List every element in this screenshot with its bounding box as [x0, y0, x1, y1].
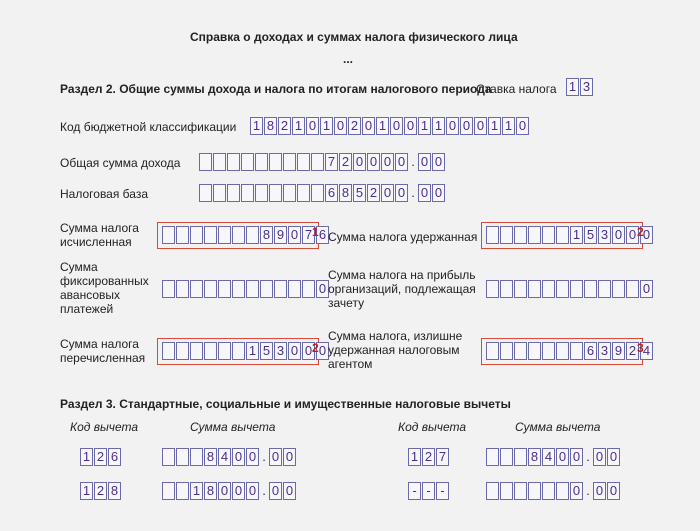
digit-cell: 0: [306, 117, 319, 135]
decimal-point: .: [586, 483, 590, 498]
digit-cell: 9: [612, 342, 625, 360]
digit-cell: [204, 280, 217, 298]
digit-cell: [162, 226, 175, 244]
tax-calculated-cells: [162, 226, 329, 244]
digit-cell: 0: [432, 184, 445, 202]
digit-cell: 9: [274, 226, 287, 244]
tax-transferred-label: Сумма налога перечисленная: [60, 337, 146, 365]
digit-cell: 0: [607, 448, 620, 466]
digit-cell: [514, 280, 527, 298]
digit-cell: 1: [408, 448, 421, 466]
digit-cell: [241, 153, 254, 171]
tax-excess-cells: [486, 342, 653, 360]
digit-cell: [218, 342, 231, 360]
digit-cell: 4: [542, 448, 555, 466]
digit-cell: 0: [570, 482, 583, 500]
code-header-left: Код вычета: [70, 420, 139, 434]
tax-calculated-label: Сумма налога исчисленная: [60, 221, 139, 249]
digit-cell: 1: [376, 117, 389, 135]
digit-cell: [213, 153, 226, 171]
digit-cell: 8: [204, 448, 217, 466]
digit-cell: 6: [108, 448, 121, 466]
digit-cell: [162, 342, 175, 360]
digit-cell: [190, 280, 203, 298]
deduction-sum-3: [486, 448, 620, 466]
digit-cell: 0: [232, 448, 245, 466]
digit-cell: 0: [640, 280, 653, 298]
digit-cell: [598, 280, 611, 298]
digit-cell: [227, 153, 240, 171]
digit-cell: [190, 342, 203, 360]
footnote-mark-2: 2: [637, 225, 644, 239]
deduction-sum-4: [486, 482, 620, 500]
profit-tax-label: Сумма налога на прибыль организаций, подлежащая зачету: [328, 268, 476, 310]
digit-cell: 1: [292, 117, 305, 135]
digit-cell: 8: [528, 448, 541, 466]
digit-cell: [176, 226, 189, 244]
digit-cell: [514, 342, 527, 360]
digit-cell: [311, 153, 324, 171]
digit-cell: 0: [404, 117, 417, 135]
profit-tax-cells: [486, 280, 653, 298]
digit-cell: [255, 153, 268, 171]
section3-heading: Раздел 3. Стандартные, социальные и имущественные налоговые вычеты: [60, 397, 511, 411]
digit-cell: 2: [339, 153, 352, 171]
digit-cell: -: [408, 482, 421, 500]
digit-cell: [500, 280, 513, 298]
digit-cell: 0: [607, 482, 620, 500]
digit-cell: [514, 448, 527, 466]
digit-cell: 1: [80, 448, 93, 466]
digit-cell: 0: [362, 117, 375, 135]
digit-cell: [297, 153, 310, 171]
digit-cell: [218, 280, 231, 298]
digit-cell: [584, 280, 597, 298]
digit-cell: [176, 342, 189, 360]
decimal-point: .: [586, 449, 590, 464]
digit-cell: 7: [436, 448, 449, 466]
digit-cell: 0: [288, 226, 301, 244]
digit-cell: 3: [580, 78, 593, 96]
digit-cell: 2: [94, 448, 107, 466]
digit-cell: [612, 280, 625, 298]
digit-cell: 0: [232, 482, 245, 500]
digit-cell: 8: [264, 117, 277, 135]
digit-cell: 0: [269, 448, 282, 466]
tax-base-label: Налоговая база: [60, 187, 148, 201]
digit-cell: [570, 342, 583, 360]
digit-cell: 0: [218, 482, 231, 500]
digit-cell: -: [436, 482, 449, 500]
digit-cell: 8: [204, 482, 217, 500]
digit-cell: 0: [353, 153, 366, 171]
digit-cell: [486, 482, 499, 500]
digit-cell: 2: [422, 448, 435, 466]
footnote-mark-1: 1: [312, 225, 319, 239]
digit-cell: [500, 448, 513, 466]
digit-cell: [288, 280, 301, 298]
digit-cell: [486, 448, 499, 466]
digit-cell: [162, 280, 175, 298]
digit-cell: 0: [418, 184, 431, 202]
decimal-point: .: [262, 483, 266, 498]
digit-cell: [274, 280, 287, 298]
digit-cell: [204, 226, 217, 244]
digit-cell: 0: [474, 117, 487, 135]
digit-cell: [626, 280, 639, 298]
code-header-right: Код вычета: [398, 420, 467, 434]
digit-cell: 0: [593, 448, 606, 466]
digit-cell: [213, 184, 226, 202]
digit-cell: 1: [432, 117, 445, 135]
digit-cell: 2: [626, 342, 639, 360]
digit-cell: [542, 226, 555, 244]
digit-cell: 0: [418, 153, 431, 171]
digit-cell: 0: [640, 226, 653, 244]
digit-cell: [199, 184, 212, 202]
digit-cell: 0: [316, 342, 329, 360]
digit-cell: [227, 184, 240, 202]
decimal-point: .: [411, 185, 415, 200]
digit-cell: 8: [260, 226, 273, 244]
tax-rate-cells: [566, 78, 593, 96]
footnote-mark-2b: 2: [312, 341, 319, 355]
kbk-label: Код бюджетной классификации: [60, 120, 237, 134]
digit-cell: [500, 226, 513, 244]
digit-cell: 7: [302, 226, 315, 244]
digit-cell: 0: [612, 226, 625, 244]
deduction-code-1: [80, 448, 121, 466]
digit-cell: 0: [381, 184, 394, 202]
deduction-code-4: [408, 482, 449, 500]
digit-cell: 1: [570, 226, 583, 244]
digit-cell: [260, 280, 273, 298]
digit-cell: 1: [566, 78, 579, 96]
digit-cell: [556, 226, 569, 244]
digit-cell: 4: [218, 448, 231, 466]
digit-cell: [570, 280, 583, 298]
digit-cell: [514, 482, 527, 500]
digit-cell: 0: [269, 482, 282, 500]
digit-cell: 5: [260, 342, 273, 360]
digit-cell: [500, 482, 513, 500]
footnote-mark-3: 3: [637, 341, 644, 355]
digit-cell: [190, 448, 203, 466]
digit-cell: 2: [367, 184, 380, 202]
tax-base-cells: [199, 184, 445, 202]
digit-cell: [176, 448, 189, 466]
digit-cell: 6: [316, 226, 329, 244]
sum-header-left: Сумма вычета: [190, 420, 276, 434]
digit-cell: 0: [516, 117, 529, 135]
digit-cell: 6: [584, 342, 597, 360]
digit-cell: [246, 226, 259, 244]
digit-cell: [486, 342, 499, 360]
digit-cell: 1: [190, 482, 203, 500]
digit-cell: 3: [598, 226, 611, 244]
digit-cell: 7: [325, 153, 338, 171]
digit-cell: 0: [570, 448, 583, 466]
fixed-advance-label: Сумма фиксированных авансовых платежей: [60, 260, 149, 316]
digit-cell: [283, 184, 296, 202]
digit-cell: [232, 342, 245, 360]
tax-withheld-cells: [486, 226, 653, 244]
tax-transferred-cells: [162, 342, 329, 360]
fixed-advance-cells: [162, 280, 329, 298]
deduction-sum-2: [162, 482, 296, 500]
digit-cell: -: [422, 482, 435, 500]
digit-cell: [269, 153, 282, 171]
digit-cell: 0: [334, 117, 347, 135]
digit-cell: [302, 280, 315, 298]
digit-cell: 1: [250, 117, 263, 135]
digit-cell: 0: [556, 448, 569, 466]
digit-cell: [241, 184, 254, 202]
ellipsis: ...: [343, 52, 354, 66]
digit-cell: 0: [395, 184, 408, 202]
digit-cell: [556, 280, 569, 298]
digit-cell: 4: [640, 342, 653, 360]
decimal-point: .: [411, 154, 415, 169]
digit-cell: [255, 184, 268, 202]
tax-rate-label: Ставка налога: [476, 82, 557, 96]
digit-cell: 0: [626, 226, 639, 244]
digit-cell: 8: [108, 482, 121, 500]
form-title: Справка о доходах и суммах налога физического лица: [190, 30, 518, 44]
digit-cell: 0: [460, 117, 473, 135]
digit-cell: 0: [446, 117, 459, 135]
digit-cell: [311, 184, 324, 202]
digit-cell: [556, 342, 569, 360]
digit-cell: [500, 342, 513, 360]
digit-cell: 0: [246, 482, 259, 500]
digit-cell: [486, 226, 499, 244]
digit-cell: [176, 280, 189, 298]
digit-cell: [528, 482, 541, 500]
digit-cell: 0: [390, 117, 403, 135]
sum-header-right: Сумма вычета: [515, 420, 601, 434]
digit-cell: 8: [339, 184, 352, 202]
digit-cell: [514, 226, 527, 244]
digit-cell: 0: [316, 280, 329, 298]
digit-cell: 0: [395, 153, 408, 171]
digit-cell: 0: [246, 448, 259, 466]
digit-cell: 0: [367, 153, 380, 171]
digit-cell: 2: [278, 117, 291, 135]
section2-heading: Раздел 2. Общие суммы дохода и налога по итогам налогового периода: [60, 82, 492, 96]
digit-cell: 1: [80, 482, 93, 500]
digit-cell: [232, 226, 245, 244]
digit-cell: [542, 482, 555, 500]
digit-cell: 0: [302, 342, 315, 360]
digit-cell: 0: [381, 153, 394, 171]
digit-cell: [542, 280, 555, 298]
digit-cell: [232, 280, 245, 298]
digit-cell: 0: [432, 153, 445, 171]
digit-cell: [542, 342, 555, 360]
digit-cell: [297, 184, 310, 202]
digit-cell: 0: [283, 482, 296, 500]
digit-cell: [283, 153, 296, 171]
decimal-point: .: [262, 449, 266, 464]
digit-cell: 0: [283, 448, 296, 466]
digit-cell: [269, 184, 282, 202]
digit-cell: 3: [274, 342, 287, 360]
digit-cell: [528, 280, 541, 298]
digit-cell: [199, 153, 212, 171]
digit-cell: [528, 342, 541, 360]
kbk-cells: [250, 117, 529, 135]
digit-cell: 5: [584, 226, 597, 244]
total-income-label: Общая сумма дохода: [60, 156, 181, 170]
digit-cell: [176, 482, 189, 500]
digit-cell: 0: [593, 482, 606, 500]
digit-cell: 1: [418, 117, 431, 135]
digit-cell: [246, 280, 259, 298]
deduction-code-3: [408, 448, 449, 466]
digit-cell: 1: [320, 117, 333, 135]
digit-cell: [486, 280, 499, 298]
digit-cell: 1: [246, 342, 259, 360]
digit-cell: [528, 226, 541, 244]
tax-withheld-label: Сумма налога удержанная: [328, 230, 478, 244]
tax-excess-label: Сумма налога, излишне удержанная налоговым агентом: [328, 329, 463, 371]
digit-cell: 1: [502, 117, 515, 135]
digit-cell: 2: [348, 117, 361, 135]
digit-cell: [162, 448, 175, 466]
digit-cell: [218, 226, 231, 244]
digit-cell: [190, 226, 203, 244]
deduction-sum-1: [162, 448, 296, 466]
digit-cell: 1: [488, 117, 501, 135]
digit-cell: [556, 482, 569, 500]
digit-cell: 5: [353, 184, 366, 202]
digit-cell: 0: [288, 342, 301, 360]
digit-cell: 2: [94, 482, 107, 500]
digit-cell: 6: [325, 184, 338, 202]
digit-cell: 3: [598, 342, 611, 360]
digit-cell: [162, 482, 175, 500]
total-income-cells: [199, 153, 445, 171]
deduction-code-2: [80, 482, 121, 500]
digit-cell: [204, 342, 217, 360]
